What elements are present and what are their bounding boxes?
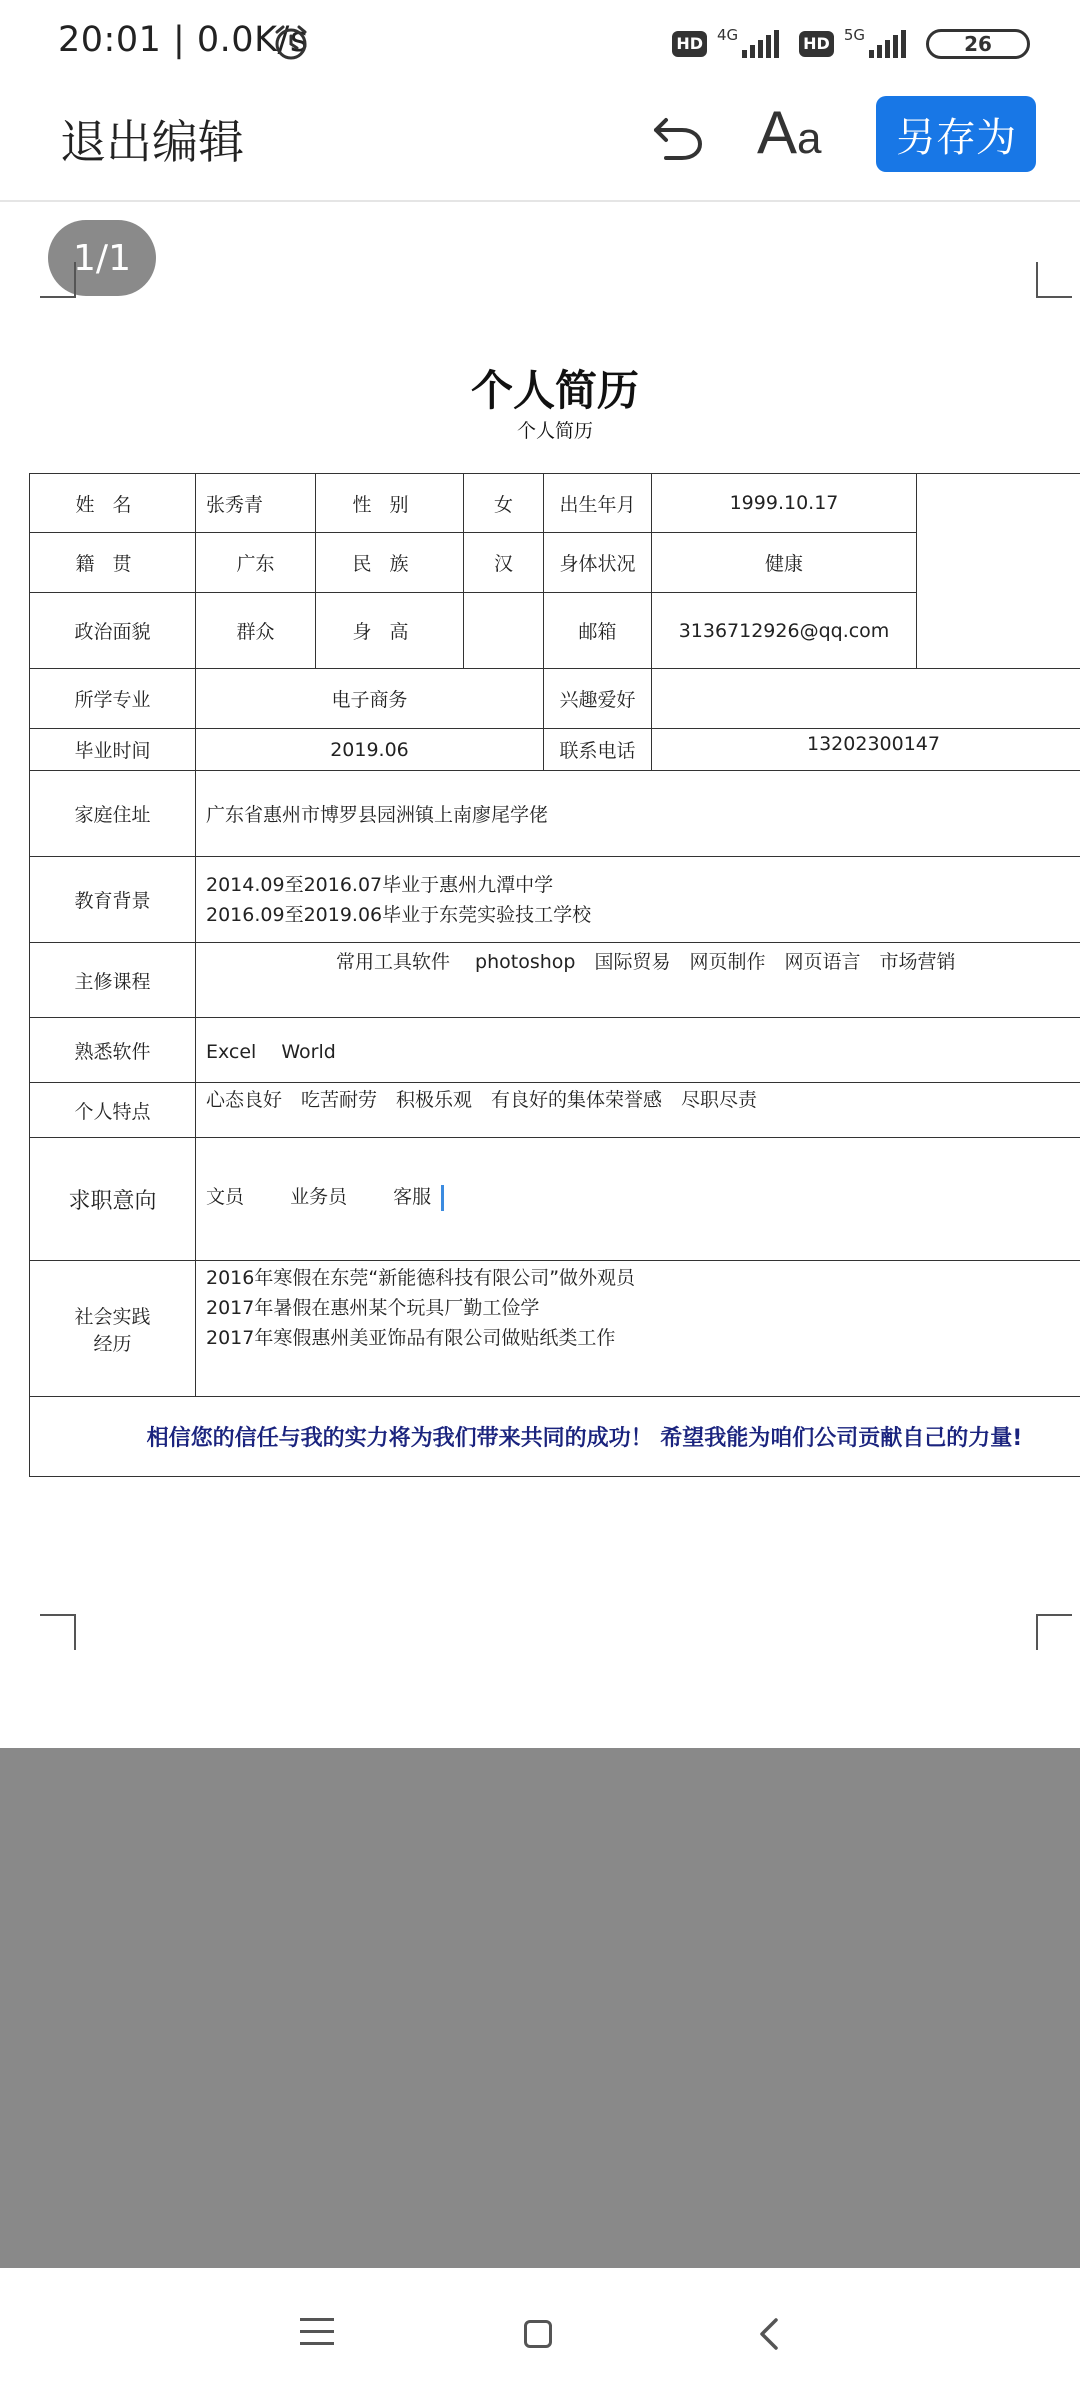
battery-icon: 26	[926, 29, 1030, 59]
job-intention-label: 求职意向	[30, 1138, 196, 1261]
birth-value[interactable]: 1999.10.17	[652, 474, 917, 533]
undo-icon[interactable]	[648, 106, 708, 166]
native-value[interactable]: 广东	[196, 533, 316, 593]
practice-label-line: 社会实践	[74, 1305, 151, 1328]
menu-icon[interactable]	[300, 2318, 334, 2348]
gender-label: 性别	[316, 474, 464, 533]
education-line: 2016.09至2019.06毕业于东莞实验技工学校	[206, 903, 592, 926]
practice-value[interactable]	[196, 1261, 1080, 1397]
job-item: 客服	[393, 1186, 432, 1208]
status-icons	[672, 22, 1030, 66]
address-label: 家庭住址	[30, 771, 196, 857]
grad-value[interactable]: 2019.06	[196, 729, 544, 771]
email-value[interactable]: 3136712926@qq.com	[652, 593, 917, 669]
alarm-icon	[271, 22, 311, 62]
health-value[interactable]: 健康	[652, 533, 917, 593]
phone-label: 联系电话	[544, 729, 652, 771]
photo-cell[interactable]	[917, 474, 1080, 669]
font-icon[interactable]	[757, 98, 822, 167]
hobby-label: 兴趣爱好	[544, 669, 652, 729]
major-label: 所学专业	[30, 669, 196, 729]
font-icon-big: A	[757, 99, 798, 166]
page-corner-mark	[40, 262, 76, 298]
page-corner-mark	[40, 1614, 76, 1650]
health-label: 身体状况	[544, 533, 652, 593]
document-title[interactable]: 个人简历	[470, 366, 639, 415]
education-line: 2014.09至2016.07毕业于惠州九潭中学	[206, 873, 554, 896]
height-value[interactable]	[464, 593, 544, 669]
grad-label: 毕业时间	[30, 729, 196, 771]
status-bar	[0, 0, 1080, 88]
political-label: 政治面貌	[30, 593, 196, 669]
courses-value[interactable]: 常用工具软件 photoshop 国际贸易 网页制作 网页语言 市场营销	[196, 943, 1080, 1018]
software-label: 熟悉软件	[30, 1018, 196, 1083]
name-label: 姓名	[30, 474, 196, 533]
editor-toolbar	[0, 88, 1080, 202]
job-item: 业务员	[290, 1186, 348, 1208]
ethnic-value[interactable]: 汉	[464, 533, 544, 593]
page-corner-mark	[1036, 1614, 1072, 1650]
education-value[interactable]	[196, 857, 1080, 943]
exit-edit-button[interactable]: 退出编辑	[60, 115, 244, 169]
resume-table[interactable]	[29, 473, 1080, 1477]
practice-label-line: 经历	[93, 1332, 132, 1355]
practice-line: 2017年暑假在惠州某个玩具厂勤工俭学	[206, 1297, 540, 1319]
name-value[interactable]: 张秀青	[196, 474, 316, 533]
signal-icon	[742, 30, 779, 58]
traits-value[interactable]: 心态良好 吃苦耐劳 积极乐观 有良好的集体荣誉感 尽职尽责	[196, 1083, 1080, 1138]
closing-statement[interactable]: 相信您的信任与我的实力将为我们带来共同的成功！ 希望我能为咱们公司贡献自己的力量!	[30, 1397, 1080, 1477]
major-value[interactable]: 电子商务	[196, 669, 544, 729]
home-icon[interactable]	[524, 2320, 552, 2348]
save-as-button[interactable]: 另存为	[876, 96, 1036, 172]
practice-label	[30, 1261, 196, 1397]
practice-line: 2016年寒假在东莞“新能德科技有限公司”做外观员	[206, 1267, 636, 1289]
political-value[interactable]: 群众	[196, 593, 316, 669]
hd-badge: HD	[672, 31, 707, 57]
ethnic-label: 民族	[316, 533, 464, 593]
back-icon[interactable]	[752, 2316, 786, 2352]
network-type: 4G	[716, 26, 739, 44]
resume-table-wrapper	[29, 473, 1080, 1477]
signal-icon	[869, 30, 906, 58]
page-indicator: 1/1	[48, 220, 156, 296]
status-time-speed: 20:01 | 0.0K/s	[58, 20, 309, 60]
network-type: 5G	[843, 26, 865, 44]
height-label: 身高	[316, 593, 464, 669]
page-corner-mark	[1036, 262, 1072, 298]
text-cursor	[441, 1185, 444, 1211]
practice-line: 2017年寒假惠州美亚饰品有限公司做贴纸类工作	[206, 1327, 616, 1349]
hd-badge: HD	[799, 31, 834, 57]
software-value[interactable]: Excel World	[196, 1018, 1080, 1083]
job-item: 文员	[206, 1186, 245, 1208]
hobby-value[interactable]	[652, 669, 1080, 729]
document-background	[0, 1748, 1080, 2268]
phone-value[interactable]: 13202300147	[652, 729, 1080, 771]
email-label: 邮箱	[544, 593, 652, 669]
job-intention-value[interactable]	[196, 1138, 1080, 1261]
native-label: 籍贯	[30, 533, 196, 593]
gender-value[interactable]: 女	[464, 474, 544, 533]
traits-label: 个人特点	[30, 1083, 196, 1138]
education-label: 教育背景	[30, 857, 196, 943]
address-value[interactable]: 广东省惠州市博罗县园洲镇上南廖尾学佬	[196, 771, 1080, 857]
document-subtitle[interactable]: 个人简历	[516, 420, 593, 442]
font-icon-small: a	[797, 114, 822, 163]
birth-label: 出生年月	[544, 474, 652, 533]
courses-label: 主修课程	[30, 943, 196, 1018]
